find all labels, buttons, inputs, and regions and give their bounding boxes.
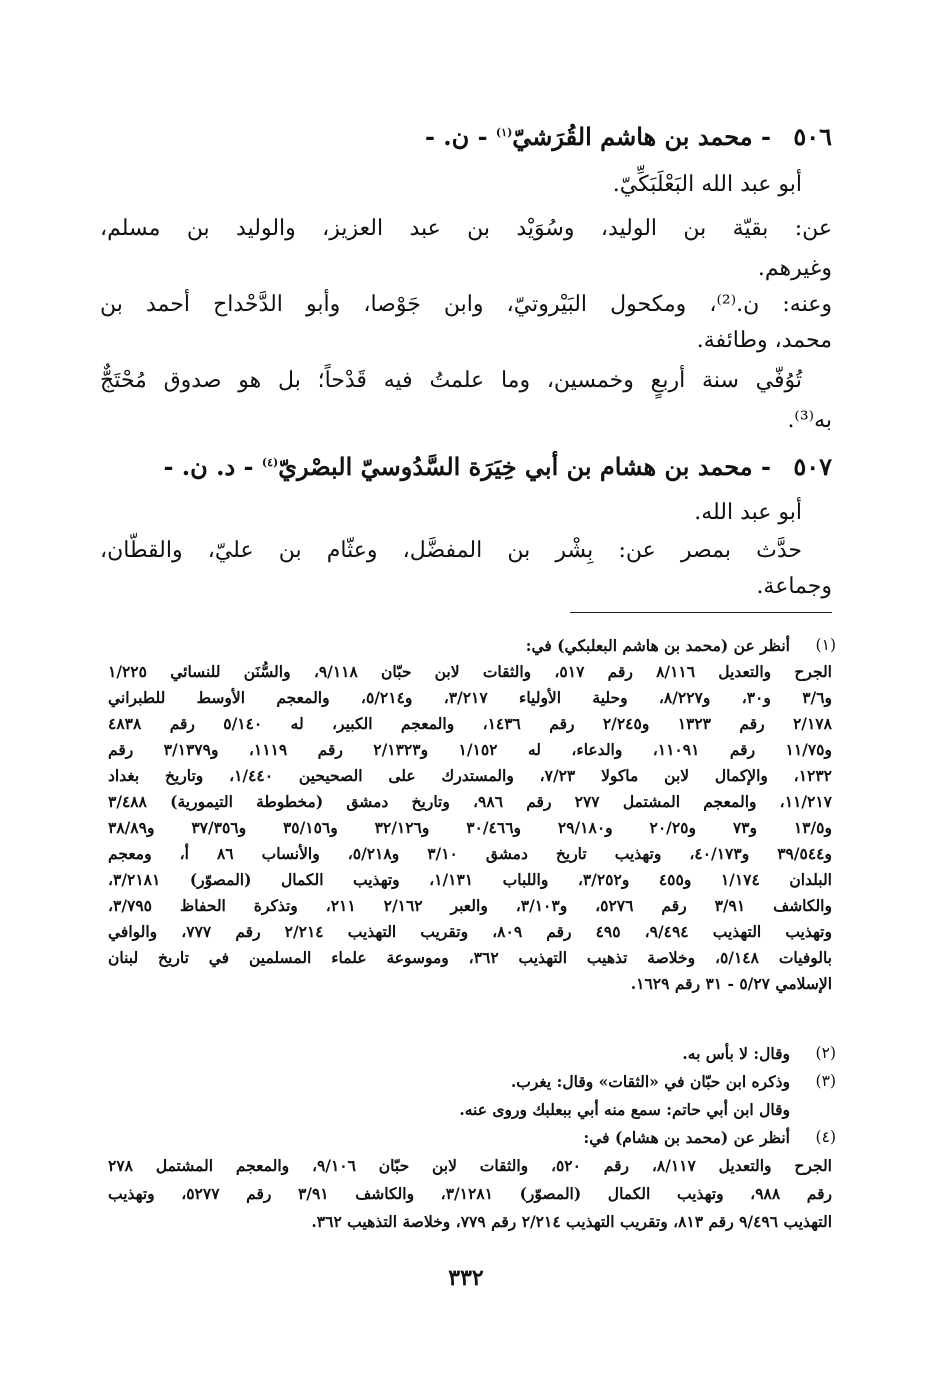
entry-title: - محمد بن هاشم القُرَشيّ: [512, 122, 771, 151]
footnote-marker: (٤): [815, 1128, 836, 1146]
footnote-line: بالوفيات ٥/١٤٨، وخلاصة تذهيب التهذيب ٣٦٢، وموسوعة علماء المسلمين في تاريخ لبنان: [108, 948, 832, 967]
entry-507-heading: [100, 452, 832, 481]
entry-506-heading: [100, 122, 832, 151]
footnote-line: و١١/٧٥ رقم ١١٠٩١، والدعاء، له ١/١٥٢ و٢/١٣٢٣ رقم ١١١٩، و٣/١٣٧٩ رقم: [108, 740, 832, 759]
entry-506-line: عن: بقيّة بن الوليد، وسُوَيْد بن عبد العزيز، والوليد بن مسلم،: [100, 216, 832, 241]
footnote-line: وقال ابن أبي حاتم: سمع منه أبي ببعلبك وروى عنه.: [459, 1100, 790, 1119]
entry-sigla: - ن. -: [424, 122, 488, 151]
entry-507-line: أبو عبد الله.: [694, 500, 802, 525]
footnote-marker: (٣): [815, 1072, 836, 1090]
entry-506-line: به⁽³⁾.: [787, 408, 832, 433]
footnote-line: أنظر عن (محمد بن هاشم البعلبكي) في:: [525, 636, 790, 655]
footnote-line: وذكره ابن حبّان في «الثقات» وقال: يغرب.: [510, 1072, 790, 1091]
footnote-line: التهذيب ٩/٤٩٦ رقم ٨١٣، وتقريب التهذيب ٢/٢١٤ رقم ٧٧٩، وخلاصة التذهيب ٣٦٢.: [311, 1212, 832, 1231]
footnote-line: وتهذيب التهذيب ٩/٤٩٤، ٤٩٥ رقم ٨٠٩، وتقريب التهذيب ٢/٢١٤ رقم ٧٧٧، والوافي: [108, 922, 832, 941]
footnote-line: و٣٩/٥٤٤ و٤٠/١٧٣، وتهذيب تاريخ دمشق ٣/١٠ و٥/٢١٨، والأنساب ٨٦ أ، ومعجم: [108, 844, 832, 863]
footnote-line: أنظر عن (محمد بن هشام) في:: [583, 1128, 790, 1147]
page-number: ٣٣٢: [448, 1265, 484, 1291]
entry-number: ٥٠٦: [793, 122, 832, 151]
entry-506-line: أبو عبد الله البَعْلَبَكِّيّ.: [612, 172, 802, 197]
footnote-line: ١١/٢١٧، والمعجم المشتمل ٢٧٧ رقم ٩٨٦، وتاريخ دمشق (مخطوطة التيمورية) ٣/٤٨٨: [108, 792, 832, 811]
footnote-line: ١٢٣٢، والإكمال لابن ماكولا ٧/٢٣، والمستدرك على الصحيحين ١/٤٤٠، وتاريخ بغداد: [108, 766, 832, 785]
footnote-marker: (١): [815, 636, 836, 654]
footnote-line: والكاشف ٣/٩١ رقم ٥٢٧٦، و٣/١٠٣، والعبر ٢/١٦٢ ٢١١، وتذكرة الحفاظ ٣/٧٩٥،: [108, 896, 832, 915]
footnote-line: الجرح والتعديل ٨/١١٦ رقم ٥١٧، والثقات لابن حبّان ٩/١١٨، والسُّنَن للنسائي ١/٢٢٥: [108, 662, 832, 681]
footnote-ref: (٤): [261, 456, 279, 469]
entry-506-line: محمد، وطائفة.: [696, 328, 832, 353]
footnote-line: البلدان ١/١٧٤ و٤٥٥ و٣/٢٥٢، واللباب ١/١٣١، وتهذيب الكمال (المصوّر) ٣/٢١٨١،: [108, 870, 832, 889]
entry-number: ٥٠٧: [793, 452, 832, 481]
entry-506-line: وغيرهم.: [757, 256, 832, 281]
entry-sigla: - د. ن. -: [163, 452, 254, 481]
footnote-line: رقم ٩٨٨، وتهذيب الكمال (المصوّر) ٣/١٢٨١، والكاشف ٣/٩١ رقم ٥٢٧٧، وتهذيب: [108, 1184, 832, 1203]
entry-506-line: تُوُفّي سنة أربعٍ وخمسين، وما علمتُ فيه قَدْحاً؛ بل هو صدوق مُحْتَجٌّ: [100, 368, 802, 393]
footnote-line: الإسلامي ٥/٢٧ - ٣١ رقم ١٦٢٩.: [630, 974, 832, 993]
footnote-line: و١٣/٥ و٧٣ و٢٠/٢٥ و٢٩/١٨٠ و٣٠/٤٦٦ و٣٢/١٢٦ و٣٥/١٥٦ و٣٧/٣٥٦ و٣٨/٨٩: [108, 818, 832, 837]
footnote-marker: (٢): [815, 1044, 836, 1062]
footnote-ref: (١): [495, 126, 513, 139]
footnote-separator: [570, 612, 832, 613]
entry-507-line: وجماعة.: [756, 574, 832, 599]
footnote-line: ٢/١٧٨ رقم ١٣٢٣ و٢/٢٤٥ رقم ١٤٣٦، والمعجم الكبير، له ٥/١٤٠ رقم ٤٨٣٨: [108, 714, 832, 733]
footnote-line: الجرح والتعديل ٨/١١٧، رقم ٥٢٠، والثقات لابن حبّان ٩/١٠٦، والمعجم المشتمل ٢٧٨: [108, 1156, 832, 1175]
entry-title: - محمد بن هشام بن أبي خِيَرَة السَّدُوسيّ البصْريّ: [278, 452, 771, 481]
entry-507-line: حدَّث بمصر عن: بِشْر بن المفضَّل، وعثّام بن عليّ، والقطّان،: [100, 538, 802, 563]
footnote-line: و٣/٦ و٣٠، و٨/٢٢٧، وحلية الأولياء ٣/٢١٧، و٥/٢١٤، والمعجم الأوسط للطبراني: [108, 688, 833, 707]
footnote-line: وقال: لا بأس به.: [682, 1044, 790, 1063]
entry-506-line: وعنه: ن.⁽²⁾، ومكحول البَيْروتيّ، وابن جَوْصا، وأبو الدَّحْداح أحمد بن: [100, 292, 832, 317]
